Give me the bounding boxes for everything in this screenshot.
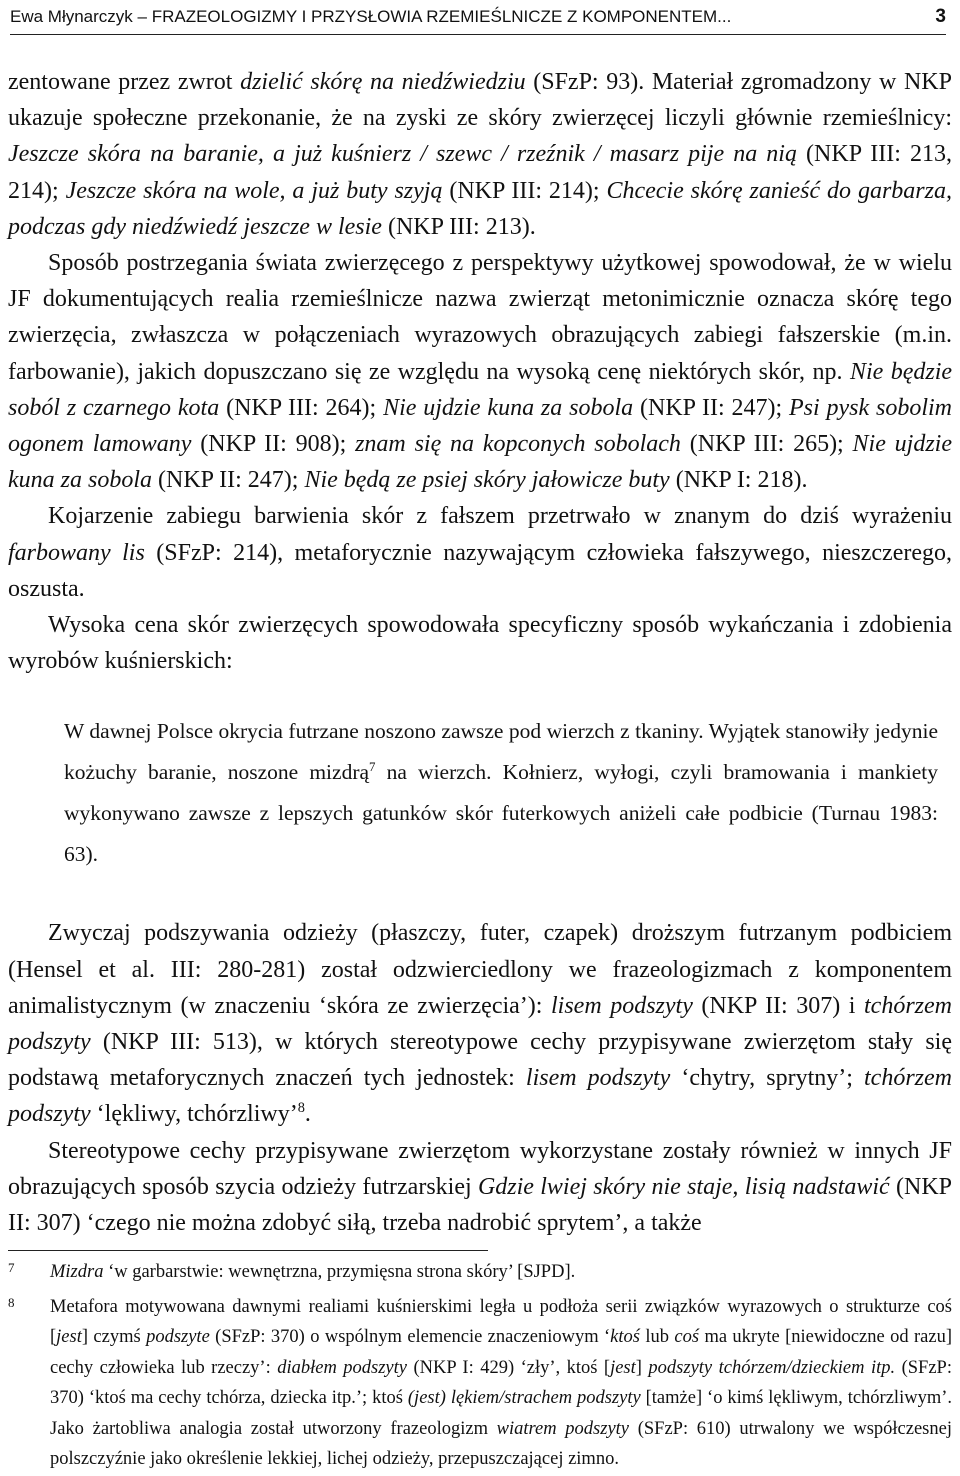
text-run: (NKP III: 214); bbox=[442, 177, 607, 204]
footnote-number: 8 bbox=[8, 1294, 15, 1310]
footnote-ref: 7 bbox=[369, 760, 376, 775]
italic-phrase: diabłem podszyty bbox=[277, 1357, 407, 1378]
italic-phrase: tchórzem podszyty bbox=[8, 1065, 952, 1128]
italic-phrase: Gdzie lwiej skóry nie staje, lisią nadstawić bbox=[477, 1173, 890, 1200]
footnote-ref: 8 bbox=[297, 1100, 305, 1117]
footnotes bbox=[8, 1250, 952, 1475]
text-run: [tamże] ‘o kimś lękliwym, tchórzliwym’. Jako żartobliwa analogia został utworzony frazeologizm bbox=[50, 1388, 952, 1439]
text-run: ‘w garbarstwie: wewnętrzna, przymięsna strona skóry’ [SJPD]. bbox=[103, 1262, 576, 1282]
italic-phrase: lisem podszyty bbox=[551, 992, 693, 1019]
paragraph-3 bbox=[8, 498, 952, 607]
text-run: (NKP II: 247); bbox=[152, 467, 305, 494]
text-run: ‘chytry, sprytny’; bbox=[670, 1065, 865, 1092]
text-run: (NKP II: 908); bbox=[191, 431, 356, 458]
block-quote bbox=[64, 711, 938, 875]
italic-phrase: znam się na kopconych sobolach bbox=[355, 431, 681, 458]
italic-phrase: podszyte bbox=[146, 1327, 210, 1347]
text-run: (SFzP: 93). Materiał zgromadzony w NKP ukazuje społeczne przekonanie, że na zyski ze skóry zwierzęcej liczyli głównie rzemieślnicy: bbox=[8, 69, 952, 132]
text-run: (NKP III: 264); bbox=[219, 394, 384, 421]
text-run: ] bbox=[635, 1357, 649, 1378]
text-run: (SFzP: 370) ‘ktoś ma cechy tchórza, dziecka itp.’; ktoś bbox=[50, 1357, 952, 1408]
text-run: ‘lękliwy, tchórzliwy’ bbox=[90, 1101, 298, 1128]
italic-phrase: Chcecie skórę zanieść do garbarza, podczas gdy niedźwiedź jeszcze w lesie bbox=[8, 177, 952, 240]
italic-phrase: farbowany lis bbox=[8, 539, 145, 566]
italic-phrase: Nie będzie soból z czarnego kota bbox=[8, 358, 953, 421]
italic-phrase: Jeszcze skóra na wole, a już buty szyją bbox=[65, 177, 443, 204]
running-title: Ewa Młynarczyk – FRAZEOLOGIZMY I PRZYSŁOWIA RZEMIEŚLNICZE Z KOMPONENTEM... bbox=[10, 7, 732, 26]
text-run: (SFzP: 610) utrwalony we współczesnej polszczyźnie jako określenie lekkiej, lichej odzieży, przepuszczającej zimno. bbox=[50, 1418, 952, 1469]
italic-phrase: wiatrem podszyty bbox=[496, 1418, 630, 1439]
italic-phrase: dzielić skórę na niedźwiedziu bbox=[240, 69, 526, 95]
paragraph-2 bbox=[8, 245, 952, 498]
text-run: Wysoka cena skór zwierzęcych spowodowała specyficzny sposób wykańczania i zdobienia wyrobów kuśnierskich: bbox=[8, 612, 952, 675]
text-run: (NKP II: 247); bbox=[633, 394, 789, 421]
italic-phrase: jest bbox=[610, 1357, 636, 1378]
text-run: zentowane przez zwrot bbox=[8, 69, 241, 95]
paragraph-6 bbox=[8, 1133, 952, 1242]
text-run: (NKP III: 513), w których stereotypowe cechy przypisywane zwierzętom stały się podstawą metaforycznych znaczeń tych jednostek: bbox=[8, 1029, 952, 1092]
text-run: (NKP III: 213, 214); bbox=[8, 141, 952, 204]
text-run: (NKP I: 218). bbox=[669, 467, 808, 494]
footnote-number: 7 bbox=[8, 1260, 15, 1275]
text-run: (NKP III: 265); bbox=[680, 431, 853, 458]
italic-phrase: Nie będą ze psiej skóry jałowicze buty bbox=[304, 467, 670, 494]
italic-phrase: Mizdra bbox=[50, 1262, 104, 1282]
italic-phrase: tchórzem podszyty bbox=[8, 992, 952, 1056]
italic-phrase: ktoś bbox=[610, 1327, 640, 1347]
italic-phrase: Jeszcze skóra na baranie, a już kuśnierz / szewc / rzeźnik / masarz pije na nią bbox=[8, 141, 797, 168]
text-run: ma ukryte [niewidoczne od razu] cechy człowieka lub rzeczy’: bbox=[50, 1327, 952, 1378]
italic-phrase: Nie ujdzie kuna za sobola bbox=[8, 431, 952, 494]
footnote-8 bbox=[8, 1292, 952, 1475]
paragraph-4 bbox=[8, 607, 952, 679]
text-run: Zwyczaj podszywania odzieży (płaszczy, futer, czapek) droższym futrzanym podbiciem (Hensel et al. III: 280-281) został odzwierciedlony we frazeologizmach z komponentem animalistycznym (w znaczeniu ‘skóra ze zwierzęcia’): bbox=[8, 920, 952, 1019]
italic-phrase: coś bbox=[674, 1327, 700, 1347]
italic-phrase: lisem podszyty bbox=[525, 1065, 671, 1092]
main-text bbox=[8, 64, 952, 1241]
text-run: (SFzP: 370) o wspólnym elemencie znaczeniowym ‘ bbox=[209, 1327, 611, 1347]
footnote-divider bbox=[8, 1250, 488, 1251]
running-head bbox=[10, 4, 946, 35]
italic-phrase: podszyty tchórzem/dzieckiem itp. bbox=[648, 1357, 896, 1378]
text-run: Kojarzenie zabiegu barwienia skór z fałszem przetrwało w znanym do dziś wyrażeniu bbox=[48, 503, 952, 530]
paragraph-1 bbox=[8, 64, 952, 245]
text-run: (NKP II: 307) i bbox=[692, 992, 865, 1019]
text-run: (NKP II: 307) ‘czego nie można zdobyć siłą, trzeba nadrobić sprytem’, a także bbox=[8, 1173, 953, 1237]
text-run: ] czymś bbox=[81, 1327, 147, 1347]
text-run: (SFzP: 214), metaforycznie nazywającym człowieka fałszywego, nieszczerego, oszusta. bbox=[8, 539, 953, 602]
text-run: Stereotypowe cechy przypisywane zwierzętom wykorzystane zostały również w innych JF obrazujących sposób szycia odzieży futrzarskiej bbox=[8, 1137, 952, 1200]
text-run: W dawnej Polsce okrycia futrzane noszono zawsze pod wierzch z tkaniny. Wyjątek stanowiły jedynie kożuchy baranie, noszone mizdrą bbox=[64, 719, 938, 785]
text-run: (NKP I: 429) ‘zły’, ktoś [ bbox=[407, 1357, 611, 1378]
text-run: Metafora motywowana dawnymi realiami kuśnierskimi legła u podłoża serii związków wyrazowych o strukturze coś [ bbox=[50, 1296, 952, 1347]
text-run: na wierzch. Kołnierz, wyłogi, czyli bramowania i mankiety wykonywano zawsze z lepszych gatunków skór futerkowych aniżeli całe podbicie (Turnau 1983: 63). bbox=[64, 760, 938, 867]
text-run: Sposób postrzegania świata zwierzęcego z perspektywy użytkowej spowodował, że w wielu JF dokumentujących realia rzemieślnicze nazwa zwierząt metonimicznie oznacza skórę tego zwierzęcia, zwłaszcza w połączeniach wyrazowych obrazujących zabiegi fałszerskie (m.in. farbowanie), jakich dopuszczano się ze względu na wysoką cenę niektórych skór, np. bbox=[8, 250, 952, 385]
footnote-7 bbox=[8, 1257, 952, 1288]
text-run: lub bbox=[639, 1327, 675, 1347]
page-number: 3 bbox=[935, 6, 946, 27]
italic-phrase: jest bbox=[56, 1327, 82, 1347]
italic-phrase: (jest) lękiem/strachem podszyty bbox=[407, 1388, 641, 1408]
text-run: (NKP III: 213). bbox=[381, 213, 536, 240]
text-run: . bbox=[304, 1101, 311, 1128]
italic-phrase: Psi pysk sobolim ogonem lamowany bbox=[8, 394, 953, 458]
italic-phrase: Nie ujdzie kuna za sobola bbox=[383, 394, 634, 421]
paragraph-5 bbox=[8, 915, 952, 1132]
